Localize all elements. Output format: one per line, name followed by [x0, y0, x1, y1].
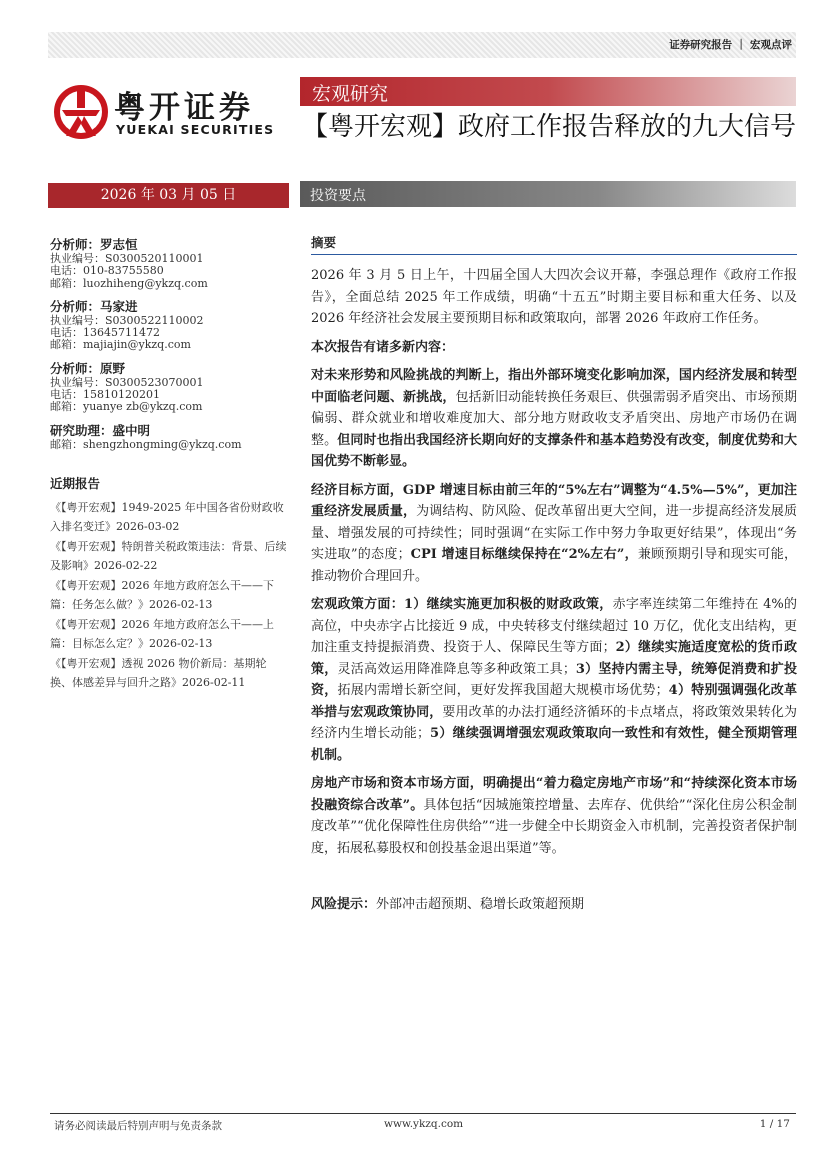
sidebar [50, 237, 288, 693]
report-title: 【粤开宏观】政府工作报告释放的九大信号 [302, 112, 797, 142]
body-text: 灵活高效运用降准降息等多种政策工具； [337, 661, 576, 677]
abstract-section [311, 234, 797, 923]
logo-chinese-name: 粤开证券 [114, 90, 254, 126]
analyst-phone: 电话：15810120201 [50, 388, 160, 402]
header-bar [48, 32, 796, 58]
logo-emblem-icon [52, 82, 110, 140]
abstract-heading: 摘要 [311, 234, 797, 255]
bold-text: 房地产市场和资本市场方面，明确提出“着力稳定房地产市场”和“持续深化资本市场投融资综合改革”。 [311, 776, 797, 813]
body-text: 赤字率连续第二年维持在 4%的高位，中央赤字占比接近 9 成，中央转移支付继续超过 10 万亿，优化支出结构，更加注重支持提振消费、投资于人、保障民生等方面； [311, 597, 797, 655]
category-label: 宏观研究 [312, 83, 389, 105]
assistant-name: 研究助理：盛中明 [50, 422, 151, 438]
bold-text: 经济目标方面，GDP 增速目标由前三年的“5%左右”调整为“4.5%—5%”，更加注重经济发展质量， [311, 482, 797, 519]
body-text: 要用改革的办法打通经济循环的卡点堵点，将政策效果转化为经济内生增长动能； [311, 704, 797, 741]
risk-text: 外部冲击超预期、稳增长政策超预期 [376, 897, 585, 912]
analyst-name: 分析师：原野 [50, 360, 126, 376]
risk-warning [311, 894, 797, 916]
recent-report-link[interactable]: 《【粤开宏观】透视 2026 物价新局：基期轮换、体感差异与回升之路》2026-02-11 [50, 657, 267, 690]
body-text: 兼顾预期引导和现实可能，推动物价合理回升。 [311, 547, 797, 584]
footer-divider [50, 1113, 796, 1114]
analyst-name: 分析师：罗志恒 [50, 237, 138, 252]
page-number: 1 / 17 [759, 1118, 790, 1130]
analyst-email[interactable]: 邮箱：yuanye zb@ykzq.com [50, 400, 203, 414]
bold-text: 3）坚持内需主导，统筹促消费和扩投资， [311, 661, 797, 698]
analyst-block [50, 237, 288, 290]
analyst-email[interactable]: 邮箱：luozhiheng@ykzq.com [50, 276, 208, 290]
paragraph-macro-policy [311, 594, 797, 766]
analyst-block [50, 361, 288, 414]
logo-english-name: YUEKAI SECURITIES [116, 122, 275, 137]
analyst-cert: 执业编号：S0300522110002 [50, 313, 204, 327]
analyst-phone: 电话：010-83755580 [50, 264, 164, 278]
paragraph-property-capital [311, 773, 797, 859]
report-date: 2026 年 03 月 05 日 [48, 183, 289, 208]
key-points-banner [300, 181, 796, 207]
abstract-intro: 2026 年 3 月 5 日上午，十四届全国人大四次会议开幕，李强总理作《政府工作报告》，全面总结 2025 年工作成绩，明确“十五五”时期主要目标和重大任务、以及 2026 年经济社会发展主要预期目标和政策取向，部署 2026 年政府工作任务。 [311, 268, 797, 326]
paragraph-economic-targets [311, 480, 797, 588]
assistant-email[interactable]: 邮箱：shengzhongming@ykzq.com [50, 437, 242, 451]
analyst-email[interactable]: 邮箱：majiajin@ykzq.com [50, 338, 191, 352]
new-content-heading: 本次报告有诸多新内容： [311, 339, 455, 355]
analyst-cert: 执业编号：S0300520110001 [50, 252, 204, 265]
company-logo [52, 82, 284, 142]
bold-text: 2）继续实施适度宽松的货币政策， [311, 640, 797, 677]
bold-text: 但同时也指出我国经济长期向好的支撑条件和基本趋势没有改变，制度优势和大国优势不断彰显。 [311, 432, 797, 469]
footer-disclaimer: 请务必阅读最后特别声明与免责条款 [54, 1120, 222, 1132]
key-points-label: 投资要点 [310, 188, 366, 204]
risk-label: 风险提示： [311, 897, 377, 912]
analyst-cert: 执业编号：S0300523070001 [50, 375, 204, 389]
bold-text: 4）特别强调强化改革举措与宏观政策协同， [311, 683, 797, 720]
bold-text: CPI 增速目标继续保持在“2%左右”， [410, 547, 638, 562]
recent-report-link[interactable]: 《【粤开宏观】2026 年地方政府怎么干——下篇：任务怎么做？》2026-02-13 [50, 579, 274, 612]
analyst-block [50, 299, 288, 352]
analyst-name: 分析师：马家进 [50, 298, 138, 314]
recent-report-link[interactable]: 《【粤开宏观】2026 年地方政府怎么干——上篇：目标怎么定？》2026-02-13 [50, 618, 274, 651]
body-text: 包括新旧动能转换任务艰巨、供强需弱矛盾突出、市场预期偏弱、群众就业和增收难度加大、部分地方财政收支矛盾突出、房地产市场仍在调整。 [311, 389, 797, 448]
body-text: 拓展内需增长新空间，更好发挥我国超大规模市场优势； [337, 683, 669, 698]
footer-website-link[interactable]: www.ykzq.com [384, 1118, 464, 1130]
bold-text: 对未来形势和风险挑战的判断上，指出外部环境变化影响加深，国内经济发展和转型中面临老问题、新挑战， [311, 368, 797, 405]
assistant-block [50, 423, 288, 451]
body-text: 为调结构、防风险、促改革留出更大空间，进一步提高经济发展质量、增强发展的可持续性；同时强调“在实际工作中努力争取更好结果”，体现出“务实进取”的态度； [311, 504, 797, 562]
category-banner [300, 77, 796, 106]
paragraph-risk-judgement [311, 365, 797, 473]
analyst-phone: 电话：13645711472 [50, 326, 160, 340]
bold-text: 5）继续强调增强宏观政策取向一致性和有效性，健全预期管理机制。 [311, 726, 797, 763]
bold-text: 宏观政策方面：1）继续实施更加积极的财政政策， [311, 597, 613, 612]
recent-reports-title: 近期报告 [50, 475, 101, 491]
report-type-tag: 证券研究报告 ｜ 宏观点评 [669, 39, 792, 51]
recent-report-link[interactable]: 《【粤开宏观】特朗普关税政策违法：背景、后续及影响》2026-02-22 [50, 540, 287, 573]
body-text: 具体包括“因城施策控增量、去库存、优供给”“深化住房公积金制度改革”“优化保障性住房供给”“进一步健全中长期资金入市机制，完善投资者保护制度，拓展私募股权和创投基金退出渠道”等。 [311, 797, 797, 856]
recent-report-link[interactable]: 《【粤开宏观】1949-2025 年中国各省份财政收入排名变迁》2026-03-02 [50, 501, 284, 534]
